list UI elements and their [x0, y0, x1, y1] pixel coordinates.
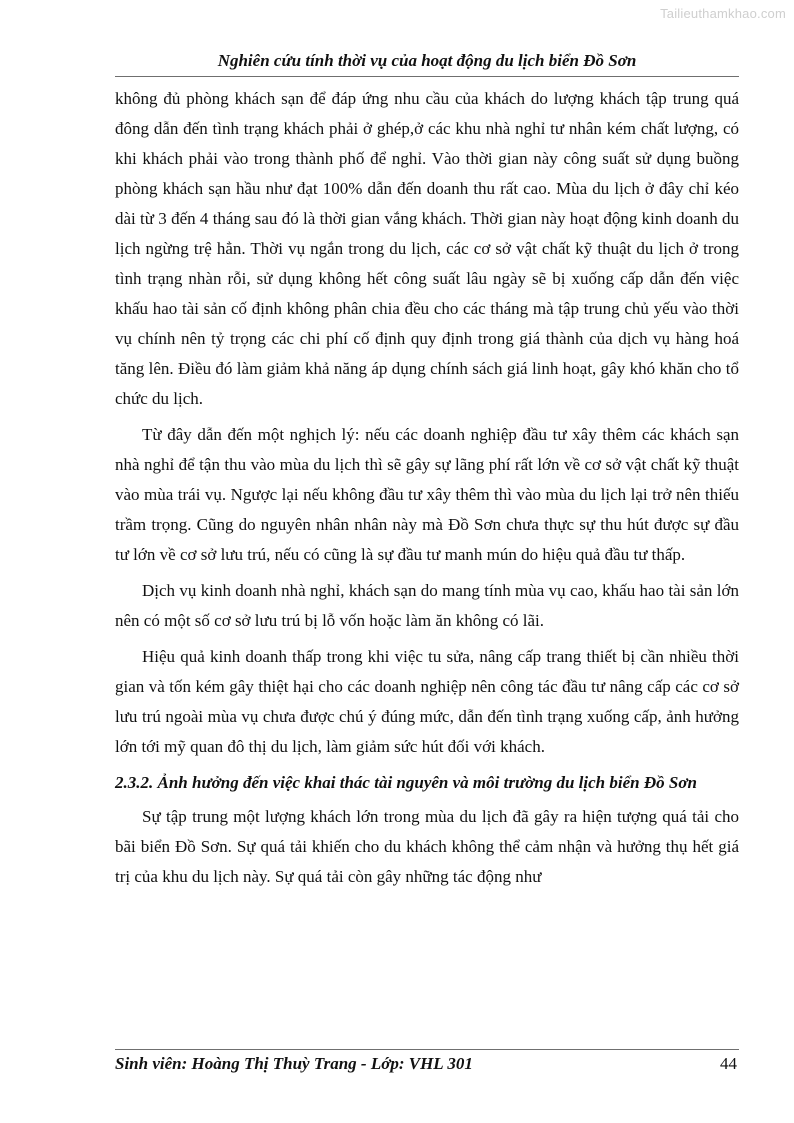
body-paragraph-3: Dịch vụ kinh doanh nhà nghỉ, khách sạn do mang tính mùa vụ cao, khấu hao tài sản lớn nên có một số cơ sở lưu trú bị lỗ vốn hoặc làm ăn không có lãi. — [115, 581, 739, 630]
page-number: 44 — [720, 1054, 737, 1073]
page-body — [115, 84, 739, 898]
body-paragraph-2: Từ đây dẫn đến một nghịch lý: nếu các doanh nghiệp đầu tư xây thêm các khách sạn nhà nghỉ để tận thu vào mùa du lịch thì sẽ gây sự lãng phí rất lớn về cơ sở vật chất kỹ thuật vào mùa trái vụ. Ngược lại nếu không đầu tư xây thêm thì vào mùa du lịch lại trở nên thiếu trầm trọng. Cũng do nguyên nhân nhân này mà Đồ Sơn chưa thực sự thu hút được sự đầu tư lớn về cơ sở lưu trú, nếu có cũng là sự đầu tư manh mún do hiệu quả đầu tư thấp. — [115, 425, 739, 564]
body-paragraph-1: không đủ phòng khách sạn để đáp ứng nhu cầu của khách do lượng khách tập trung quá đông dẫn đến tình trạng khách phải ở ghép,ở các khu nhà nghỉ tư nhân kém chất lượng, có khi khách phải vào trong thành phố để nghỉ. Vào thời gian này công suất sử dụng buồng phòng khách sạn hầu như đạt 100% dẫn đến doanh thu rất cao. Mùa du lịch ở đây chỉ kéo dài từ 3 đến 4 tháng sau đó là thời gian vắng khách. Thời gian này hoạt động kinh doanh du lịch ngừng trệ hẳn. Thời vụ ngắn trong du lịch, các cơ sở vật chất kỹ thuật du lịch ở trong tình trạng nhàn rỗi, sử dụng không hết công suất lâu ngày sẽ bị xuống cấp dẫn đến việc khấu hao tài sản cố định không phân chia đều cho các tháng mà tập trung chủ yếu vào thời vụ chính nên tỷ trọng các chi phí cố định quy định trong giá thành của dịch vụ hàng hoá tăng lên. Điều đó làm giảm khả năng áp dụng chính sách giá linh hoạt, gây khó khăn cho tổ chức du lịch. — [115, 89, 739, 408]
page-header — [115, 46, 739, 77]
document-title: Nghiên cứu tính thời vụ của hoạt động du lịch biển Đồ Sơn — [217, 51, 637, 70]
page-footer — [115, 1049, 739, 1080]
footer-author: Sinh viên: Hoàng Thị Thuỳ Trang - Lớp: VHL 301 — [115, 1054, 473, 1073]
body-paragraph-4: Hiệu quả kinh doanh thấp trong khi việc tu sửa, nâng cấp trang thiết bị cần nhiều thời gian và tốn kém gây thiệt hại cho các doanh nghiệp nên công tác đầu tư nâng cấp các cơ sở lưu trú ngoài mùa vụ chưa được chú ý đúng mức, dẫn đến tình trạng xuống cấp, ảnh hưởng lớn tới mỹ quan đô thị du lịch, làm giảm sức hút đối với khách. — [115, 647, 739, 756]
watermark-text: Tailieuthamkhao.com — [660, 6, 786, 21]
section-paragraph: Sự tập trung một lượng khách lớn trong mùa du lịch đã gây ra hiện tượng quá tải cho bãi biển Đồ Sơn. Sự quá tải khiến cho du khách không thể cảm nhận và hưởng thụ hết giá trị của khu du lịch này. Sự quá tải còn gây những tác động như — [115, 807, 739, 886]
section-heading: 2.3.2. Ảnh hưởng đến việc khai thác tài nguyên và môi trường du lịch biển Đồ Sơn — [115, 773, 697, 792]
